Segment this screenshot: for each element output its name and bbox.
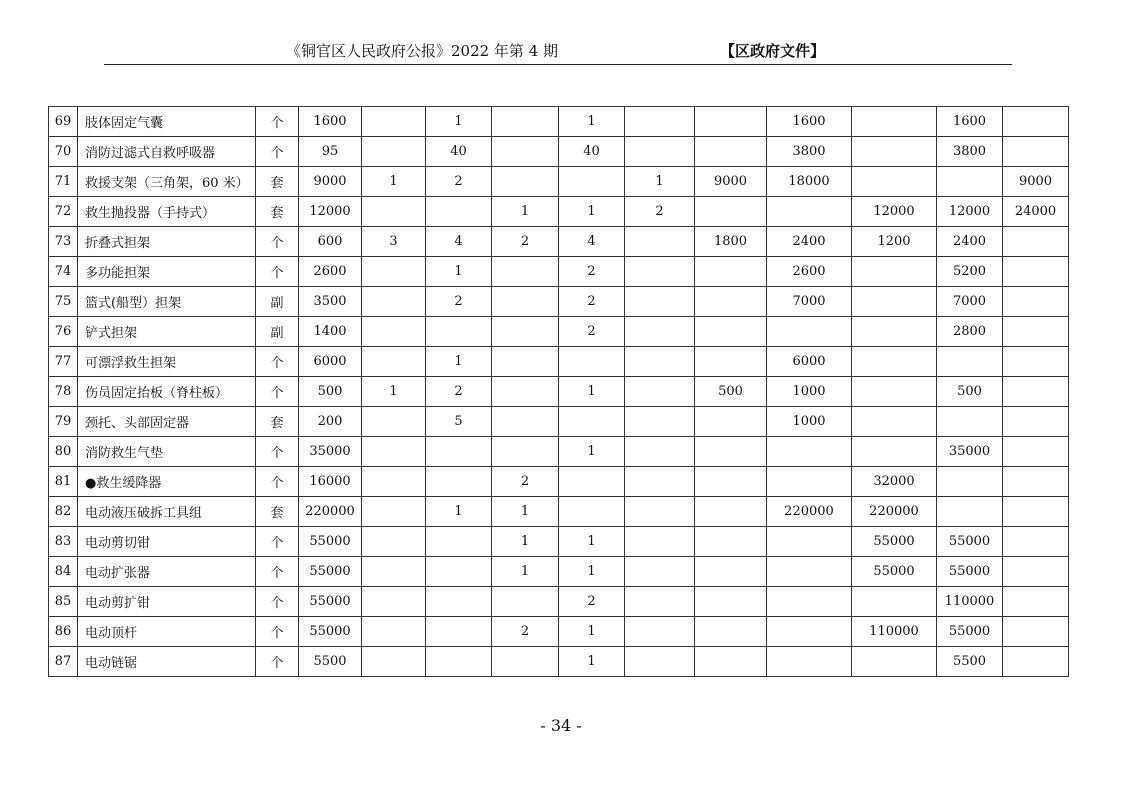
cell-qty-a: 1 [362,167,426,197]
cell-qty-c [492,647,559,677]
cell-qty-b: 1 [426,107,492,137]
cell-unit: 副 [256,317,299,347]
cell-unit-price: 1400 [299,317,362,347]
page-number: - 34 - [540,716,582,735]
cell-qty-b: 4 [426,227,492,257]
cell-qty-e [625,647,695,677]
cell-qty-b [426,527,492,557]
cell-amount-a [695,347,767,377]
table-row [49,347,1069,377]
table-row [49,647,1069,677]
table-row [49,317,1069,347]
cell-qty-b: 1 [426,347,492,377]
cell-qty-b: 2 [426,167,492,197]
cell-amount-d: 2800 [937,317,1003,347]
cell-qty-e [625,467,695,497]
cell-amount-b: 1000 [767,377,852,407]
cell-amount-e [1003,377,1069,407]
cell-item-name: 消防救生气垫 [78,437,256,467]
cell-row-number: 80 [49,437,78,467]
cell-qty-e: 1 [625,167,695,197]
table-row [49,257,1069,287]
cell-unit: 个 [256,647,299,677]
cell-amount-a [695,287,767,317]
cell-qty-e [625,227,695,257]
cell-qty-a [362,287,426,317]
cell-qty-c [492,257,559,287]
cell-unit-price: 16000 [299,467,362,497]
table-row [49,437,1069,467]
cell-qty-d: 2 [559,287,625,317]
cell-qty-e [625,317,695,347]
cell-amount-e [1003,317,1069,347]
cell-qty-b: 2 [426,377,492,407]
cell-qty-e [625,527,695,557]
cell-qty-b [426,317,492,347]
table-row [49,227,1069,257]
cell-unit-price: 55000 [299,587,362,617]
table-row [49,377,1069,407]
cell-amount-a [695,497,767,527]
table-row [49,587,1069,617]
cell-amount-b [767,197,852,227]
header-divider [104,64,1012,65]
cell-unit-price: 1600 [299,107,362,137]
cell-amount-e [1003,557,1069,587]
cell-qty-a [362,347,426,377]
cell-amount-d: 3800 [937,137,1003,167]
cell-qty-e: 2 [625,197,695,227]
cell-qty-c [492,137,559,167]
cell-qty-a [362,497,426,527]
cell-qty-a [362,407,426,437]
cell-unit: 个 [256,527,299,557]
cell-row-number: 79 [49,407,78,437]
cell-amount-b [767,617,852,647]
cell-qty-d [559,467,625,497]
cell-qty-d [559,347,625,377]
cell-qty-e [625,287,695,317]
cell-unit-price: 12000 [299,197,362,227]
cell-qty-b [426,467,492,497]
cell-row-number: 87 [49,647,78,677]
cell-amount-a [695,137,767,167]
cell-qty-d: 1 [559,647,625,677]
cell-row-number: 73 [49,227,78,257]
cell-qty-b: 40 [426,137,492,167]
cell-amount-c [852,137,937,167]
cell-qty-a [362,527,426,557]
cell-qty-a [362,647,426,677]
section-label: 【区政府文件】 [720,42,826,60]
cell-qty-d [559,407,625,437]
cell-amount-c [852,377,937,407]
cell-qty-c [492,107,559,137]
cell-amount-a: 1800 [695,227,767,257]
cell-qty-a [362,467,426,497]
cell-unit: 个 [256,587,299,617]
cell-row-number: 74 [49,257,78,287]
cell-amount-b: 220000 [767,497,852,527]
cell-qty-d: 40 [559,137,625,167]
cell-row-number: 83 [49,527,78,557]
table-row [49,167,1069,197]
cell-row-number: 76 [49,317,78,347]
cell-unit-price: 55000 [299,617,362,647]
cell-amount-c [852,647,937,677]
cell-unit-price: 220000 [299,497,362,527]
cell-row-number: 78 [49,377,78,407]
cell-qty-e [625,557,695,587]
cell-qty-b [426,557,492,587]
cell-amount-b: 2400 [767,227,852,257]
cell-amount-e [1003,497,1069,527]
cell-amount-e [1003,527,1069,557]
cell-unit: 个 [256,377,299,407]
cell-amount-c [852,257,937,287]
cell-amount-d: 110000 [937,587,1003,617]
cell-row-number: 75 [49,287,78,317]
cell-amount-a [695,197,767,227]
cell-qty-b [426,647,492,677]
cell-unit: 个 [256,557,299,587]
cell-amount-c [852,587,937,617]
cell-qty-c [492,587,559,617]
cell-row-number: 71 [49,167,78,197]
cell-amount-b: 1600 [767,107,852,137]
cell-amount-c: 32000 [852,467,937,497]
cell-amount-e [1003,587,1069,617]
cell-row-number: 85 [49,587,78,617]
cell-amount-d: 35000 [937,437,1003,467]
cell-amount-c [852,287,937,317]
cell-item-name: 救生抛投器（手持式） [78,197,256,227]
cell-qty-b: 2 [426,287,492,317]
cell-amount-b [767,437,852,467]
cell-unit: 副 [256,287,299,317]
cell-qty-d: 2 [559,257,625,287]
cell-item-name: 救援支架（三角架，60 米） [78,167,256,197]
cell-amount-a: 9000 [695,167,767,197]
cell-amount-d: 5500 [937,647,1003,677]
cell-unit: 个 [256,467,299,497]
cell-unit-price: 6000 [299,347,362,377]
cell-qty-b [426,197,492,227]
cell-qty-d: 1 [559,107,625,137]
cell-amount-c: 12000 [852,197,937,227]
cell-amount-b [767,317,852,347]
cell-amount-c: 55000 [852,527,937,557]
cell-qty-d: 1 [559,527,625,557]
cell-unit: 套 [256,407,299,437]
cell-amount-b: 7000 [767,287,852,317]
cell-amount-a [695,317,767,347]
cell-qty-d: 2 [559,587,625,617]
cell-qty-a [362,557,426,587]
cell-row-number: 72 [49,197,78,227]
cell-amount-d [937,497,1003,527]
cell-amount-c [852,347,937,377]
cell-unit-price: 2600 [299,257,362,287]
cell-amount-a [695,467,767,497]
cell-qty-b [426,437,492,467]
cell-qty-b [426,617,492,647]
table-row [49,137,1069,167]
cell-amount-a [695,587,767,617]
cell-item-name: 多功能担架 [78,257,256,287]
cell-item-name: 消防过滤式自救呼吸器 [78,137,256,167]
cell-amount-c: 55000 [852,557,937,587]
cell-item-name: 电动扩张器 [78,557,256,587]
cell-amount-e [1003,467,1069,497]
cell-amount-e [1003,347,1069,377]
cell-qty-c: 2 [492,467,559,497]
cell-item-name: 电动剪切钳 [78,527,256,557]
cell-unit: 个 [256,107,299,137]
cell-amount-e [1003,407,1069,437]
cell-amount-b [767,467,852,497]
cell-amount-d: 55000 [937,527,1003,557]
table-row [49,467,1069,497]
cell-unit-price: 55000 [299,527,362,557]
cell-amount-e: 24000 [1003,197,1069,227]
cell-unit: 套 [256,167,299,197]
cell-unit: 个 [256,257,299,287]
cell-amount-d: 2400 [937,227,1003,257]
cell-amount-a [695,437,767,467]
cell-qty-a [362,437,426,467]
cell-amount-e [1003,437,1069,467]
cell-item-name: ●救生缓降器 [78,467,256,497]
cell-unit-price: 3500 [299,287,362,317]
cell-unit-price: 5500 [299,647,362,677]
table-row [49,197,1069,227]
cell-qty-c [492,407,559,437]
cell-row-number: 82 [49,497,78,527]
cell-qty-a [362,257,426,287]
cell-item-name: 可漂浮救生担架 [78,347,256,377]
cell-unit: 套 [256,197,299,227]
cell-item-name: 电动剪扩钳 [78,587,256,617]
cell-amount-e [1003,107,1069,137]
cell-qty-c: 1 [492,197,559,227]
cell-qty-c: 1 [492,497,559,527]
cell-amount-b [767,527,852,557]
table-row [49,287,1069,317]
cell-qty-c: 1 [492,527,559,557]
cell-qty-a [362,197,426,227]
cell-qty-d: 1 [559,197,625,227]
cell-amount-c [852,317,937,347]
cell-item-name: 篮式(船型）担架 [78,287,256,317]
cell-amount-a [695,527,767,557]
cell-amount-c: 110000 [852,617,937,647]
cell-qty-e [625,497,695,527]
cell-amount-a [695,407,767,437]
cell-qty-c [492,437,559,467]
cell-unit-price: 9000 [299,167,362,197]
cell-amount-d: 55000 [937,617,1003,647]
cell-qty-d: 4 [559,227,625,257]
cell-qty-d: 1 [559,437,625,467]
cell-amount-b: 2600 [767,257,852,287]
cell-qty-b: 1 [426,497,492,527]
equipment-table [48,106,1069,677]
cell-amount-b [767,647,852,677]
cell-item-name: 电动顶杆 [78,617,256,647]
cell-amount-d: 7000 [937,287,1003,317]
cell-amount-b: 1000 [767,407,852,437]
table-body [49,107,1069,677]
cell-amount-a [695,617,767,647]
cell-amount-b [767,557,852,587]
cell-item-name: 折叠式担架 [78,227,256,257]
cell-unit: 个 [256,437,299,467]
cell-amount-d: 500 [937,377,1003,407]
cell-qty-c [492,317,559,347]
cell-unit-price: 35000 [299,437,362,467]
cell-item-name: 电动液压破拆工具组 [78,497,256,527]
cell-amount-a [695,257,767,287]
cell-amount-d: 5200 [937,257,1003,287]
table-row [49,107,1069,137]
cell-qty-b: 5 [426,407,492,437]
cell-amount-a [695,557,767,587]
cell-amount-d [937,467,1003,497]
cell-amount-c: 1200 [852,227,937,257]
cell-unit: 个 [256,227,299,257]
table-row [49,527,1069,557]
cell-unit-price: 55000 [299,557,362,587]
cell-qty-a [362,317,426,347]
cell-amount-c [852,107,937,137]
cell-amount-d: 55000 [937,557,1003,587]
cell-row-number: 81 [49,467,78,497]
cell-amount-e [1003,227,1069,257]
cell-qty-b [426,587,492,617]
cell-qty-e [625,587,695,617]
cell-qty-e [625,437,695,467]
cell-qty-a [362,587,426,617]
table-row [49,617,1069,647]
table-row [49,557,1069,587]
table-row [49,497,1069,527]
cell-unit: 套 [256,497,299,527]
cell-item-name: 肢体固定气囊 [78,107,256,137]
cell-amount-d [937,167,1003,197]
cell-amount-e [1003,257,1069,287]
cell-qty-e [625,107,695,137]
cell-qty-c: 2 [492,227,559,257]
cell-qty-c: 1 [492,557,559,587]
cell-amount-c [852,407,937,437]
cell-qty-e [625,617,695,647]
cell-qty-e [625,377,695,407]
cell-row-number: 69 [49,107,78,137]
cell-amount-e [1003,617,1069,647]
cell-amount-e: 9000 [1003,167,1069,197]
table-row [49,407,1069,437]
cell-qty-d: 1 [559,377,625,407]
cell-unit-price: 95 [299,137,362,167]
cell-qty-a: 3 [362,227,426,257]
cell-amount-a: 500 [695,377,767,407]
cell-row-number: 77 [49,347,78,377]
cell-amount-d: 1600 [937,107,1003,137]
cell-row-number: 86 [49,617,78,647]
cell-amount-b [767,587,852,617]
cell-amount-b: 3800 [767,137,852,167]
cell-qty-e [625,137,695,167]
cell-qty-a: 1 [362,377,426,407]
cell-qty-a [362,107,426,137]
bulletin-title: 《铜官区人民政府公报》2022 年第 4 期 [285,42,559,60]
cell-qty-a [362,617,426,647]
cell-qty-e [625,407,695,437]
cell-row-number: 70 [49,137,78,167]
cell-qty-e [625,347,695,377]
cell-amount-b: 6000 [767,347,852,377]
cell-qty-d: 1 [559,617,625,647]
cell-qty-e [625,257,695,287]
cell-row-number: 84 [49,557,78,587]
cell-qty-c [492,377,559,407]
cell-unit: 个 [256,137,299,167]
cell-qty-a [362,137,426,167]
cell-amount-e [1003,647,1069,677]
cell-unit: 个 [256,347,299,377]
cell-amount-d [937,347,1003,377]
cell-item-name: 伤员固定抬板（脊柱板） [78,377,256,407]
cell-unit-price: 200 [299,407,362,437]
cell-qty-d [559,497,625,527]
cell-amount-c [852,167,937,197]
cell-qty-b: 1 [426,257,492,287]
cell-amount-e [1003,137,1069,167]
cell-item-name: 电动链锯 [78,647,256,677]
cell-unit-price: 500 [299,377,362,407]
cell-amount-c: 220000 [852,497,937,527]
cell-unit-price: 600 [299,227,362,257]
cell-item-name: 颈托、头部固定器 [78,407,256,437]
cell-unit: 个 [256,617,299,647]
cell-qty-c [492,287,559,317]
cell-qty-c [492,347,559,377]
cell-qty-c [492,167,559,197]
cell-amount-d [937,407,1003,437]
cell-item-name: 铲式担架 [78,317,256,347]
cell-qty-d [559,167,625,197]
cell-amount-e [1003,287,1069,317]
cell-qty-c: 2 [492,617,559,647]
cell-amount-c [852,437,937,467]
cell-amount-a [695,107,767,137]
cell-qty-d: 1 [559,557,625,587]
cell-amount-d: 12000 [937,197,1003,227]
cell-amount-b: 18000 [767,167,852,197]
cell-qty-d: 2 [559,317,625,347]
cell-amount-a [695,647,767,677]
